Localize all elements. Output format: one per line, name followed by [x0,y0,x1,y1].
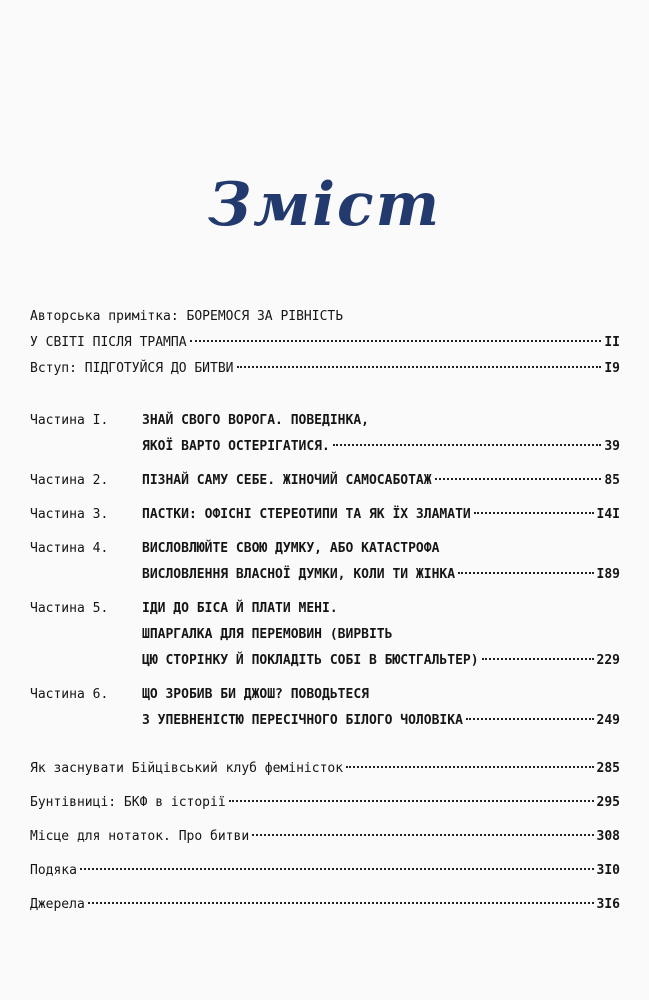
leader-dots [458,572,593,574]
part-title: ВИСЛОВЛЮЙТЕ СВОЮ ДУМКУ, АБО КАТАСТРОФА [142,541,440,556]
toc-entry-intro [30,356,620,382]
toc-entry-text: Бунтівниці: БКФ в історії [30,795,226,810]
toc-entry-author-note [30,304,620,330]
leader-dots [252,834,593,836]
toc-entry-fight-club [30,756,620,782]
toc-entry-text: Джерела [30,897,85,912]
toc-entry-part-5-cont [30,622,620,648]
page-number: I9 [604,361,620,376]
leader-dots [333,444,602,446]
leader-dots [229,800,594,802]
part-title: ПІЗНАЙ САМУ СЕБЕ. ЖІНОЧИЙ САМОСАБОТАЖ [142,473,432,488]
page-number: I89 [596,567,620,582]
toc-entry-sources [30,892,620,918]
part-label: Частина 6. [30,687,109,702]
leader-dots [466,718,594,720]
page-number: 3I6 [596,897,620,912]
part-label: Частина 4. [30,541,109,556]
toc-entry-part-2 [30,468,620,494]
part-label: Частина 2. [30,473,109,488]
toc-entry-text: Місце для нотаток. Про битви [30,829,250,844]
page-number: 249 [596,713,620,728]
part-title: ПАСТКИ: ОФІСНІ СТЕРЕОТИПИ ТА ЯК ЇХ ЗЛАМАТИ [142,507,471,522]
toc-entry-part-1 [30,408,620,434]
page-number: 3I0 [596,863,620,878]
toc-entry-text: Вступ: ПІДГОТУЙСЯ ДО БИТВИ [30,361,234,376]
page-number: 85 [604,473,620,488]
page-number: 285 [596,761,620,776]
part-title: ЯКОЇ ВАРТО ОСТЕРІГАТИСЯ. [142,439,330,454]
toc-entry-text: У СВІТІ ПІСЛЯ ТРАМПА [30,335,187,350]
toc-entry-notes [30,824,620,850]
page-number: II [604,335,620,350]
page-number: 39 [604,439,620,454]
part-title: ІДИ ДО БІСА Й ПЛАТИ МЕНІ. [142,601,338,616]
toc-entry-part-6 [30,682,620,708]
toc-entry-part-3 [30,502,620,528]
part-title: ЦЮ СТОРІНКУ Й ПОКЛАДІТЬ СОБІ В БЮСТГАЛЬТЕР) [142,653,479,668]
leader-dots [88,902,594,904]
toc-entry-thanks [30,858,620,884]
toc-entry-part-5-cont2 [30,648,620,674]
page-number: 295 [596,795,620,810]
toc-entry-author-note-cont [30,330,620,356]
part-title: ШПАРГАЛКА ДЛЯ ПЕРЕМОВИН (ВИРВІТЬ [142,627,393,642]
toc-entry-text: Авторська примітка: БОРЕМОСЯ ЗА РІВНІСТЬ [30,309,344,324]
leader-dots [482,658,594,660]
toc-entry-text: Подяка [30,863,77,878]
table-of-contents [30,304,620,918]
part-title: ЗНАЙ СВОГО ВОРОГА. ПОВЕДІНКА, [142,413,369,428]
leader-dots [346,766,593,768]
toc-entry-part-1-cont [30,434,620,460]
toc-entry-part-6-cont [30,708,620,734]
toc-entry-part-4 [30,536,620,562]
leader-dots [474,512,594,514]
toc-entry-text: Як заснувати Бійцівський клуб феміністок [30,761,344,776]
part-label: Частина 5. [30,601,109,616]
page-title: Зміст [207,170,442,240]
toc-entry-part-5 [30,596,620,622]
page-number: I4I [596,507,620,522]
page-number: 229 [596,653,620,668]
leader-dots [237,366,602,368]
toc-entry-part-4-cont [30,562,620,588]
part-title: З УПЕВНЕНІСТЮ ПЕРЕСІЧНОГО БІЛОГО ЧОЛОВІКА [142,713,463,728]
leader-dots [435,478,602,480]
leader-dots [190,340,602,342]
toc-entry-rebels [30,790,620,816]
part-label: Частина I. [30,413,109,428]
leader-dots [80,868,594,870]
part-title: ВИСЛОВЛЕННЯ ВЛАСНОЇ ДУМКИ, КОЛИ ТИ ЖІНКА [142,567,456,582]
page-number: 308 [596,829,620,844]
part-label: Частина 3. [30,507,109,522]
part-title: ЩО ЗРОБИВ БИ ДЖОШ? ПОВОДЬТЕСЯ [142,687,369,702]
